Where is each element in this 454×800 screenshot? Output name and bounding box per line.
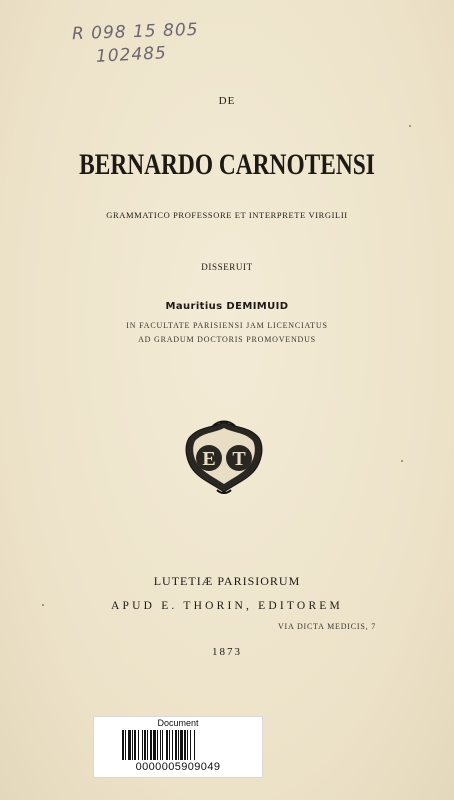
handwritten-shelfmark: R 098 15 805 bbox=[71, 19, 199, 45]
barcode-bar bbox=[132, 730, 133, 760]
barcode-bar bbox=[134, 730, 136, 760]
barcode-bar bbox=[162, 730, 163, 760]
faculty-line-1: IN FACULTATE PARISIENSI JAM LICENCIATUS bbox=[126, 321, 328, 330]
publication-city: LUTETIÆ PARISIORUM bbox=[153, 574, 301, 588]
paper-fleck bbox=[409, 125, 411, 127]
barcode-bar bbox=[144, 730, 146, 760]
barcode-bar bbox=[138, 730, 139, 760]
barcode-bar bbox=[184, 730, 186, 760]
author-name: Mauritius DEMIMUID bbox=[165, 301, 289, 312]
barcode-number: 0000005909049 bbox=[135, 761, 221, 773]
paper-fleck bbox=[401, 460, 403, 462]
faculty-line-2: AD GRADUM DOCTORIS PROMOVENDUS bbox=[138, 335, 316, 344]
publication-year: 1873 bbox=[212, 646, 242, 658]
barcode-bar bbox=[190, 730, 191, 760]
barcode-bar bbox=[125, 730, 126, 760]
barcode-bar bbox=[160, 730, 161, 760]
barcode-bar bbox=[128, 730, 131, 760]
publisher-monogram-emblem-icon bbox=[183, 418, 265, 494]
page-title: BERNARDO CARNOTENSI bbox=[79, 148, 375, 181]
publisher-address: VIA DICTA MEDICIS, 7 bbox=[277, 622, 377, 631]
handwritten-number: 102485 bbox=[95, 43, 168, 67]
subtitle: GRAMMATICO PROFESSORE ET INTERPRETE VIRGILII bbox=[106, 210, 348, 220]
barcode-bar bbox=[178, 730, 179, 760]
barcode-bar bbox=[122, 730, 124, 760]
barcode-bar bbox=[180, 730, 183, 760]
barcode-bar bbox=[172, 730, 173, 760]
barcode-bar bbox=[175, 730, 177, 760]
barcode-bar bbox=[153, 730, 156, 760]
publisher-line: APUD E. THORIN, EDITOREM bbox=[111, 600, 343, 612]
disseruit-label: DISSERUIT bbox=[201, 262, 253, 272]
svg-text:E: E bbox=[202, 448, 216, 470]
paper-fleck bbox=[42, 604, 44, 606]
barcode-bar bbox=[166, 730, 168, 760]
label-title: Document bbox=[157, 718, 199, 728]
barcode-bar bbox=[157, 730, 158, 760]
title-prefix: DE bbox=[218, 95, 236, 107]
barcode-bar bbox=[150, 730, 152, 760]
barcode-bar bbox=[147, 730, 148, 760]
barcode-bar bbox=[169, 730, 170, 760]
svg-text:T: T bbox=[232, 448, 246, 470]
library-barcode-label bbox=[93, 716, 263, 778]
barcode-bar bbox=[187, 730, 188, 760]
barcode-icon bbox=[122, 730, 234, 760]
barcode-bar bbox=[142, 730, 143, 760]
barcode-bar bbox=[194, 730, 195, 760]
